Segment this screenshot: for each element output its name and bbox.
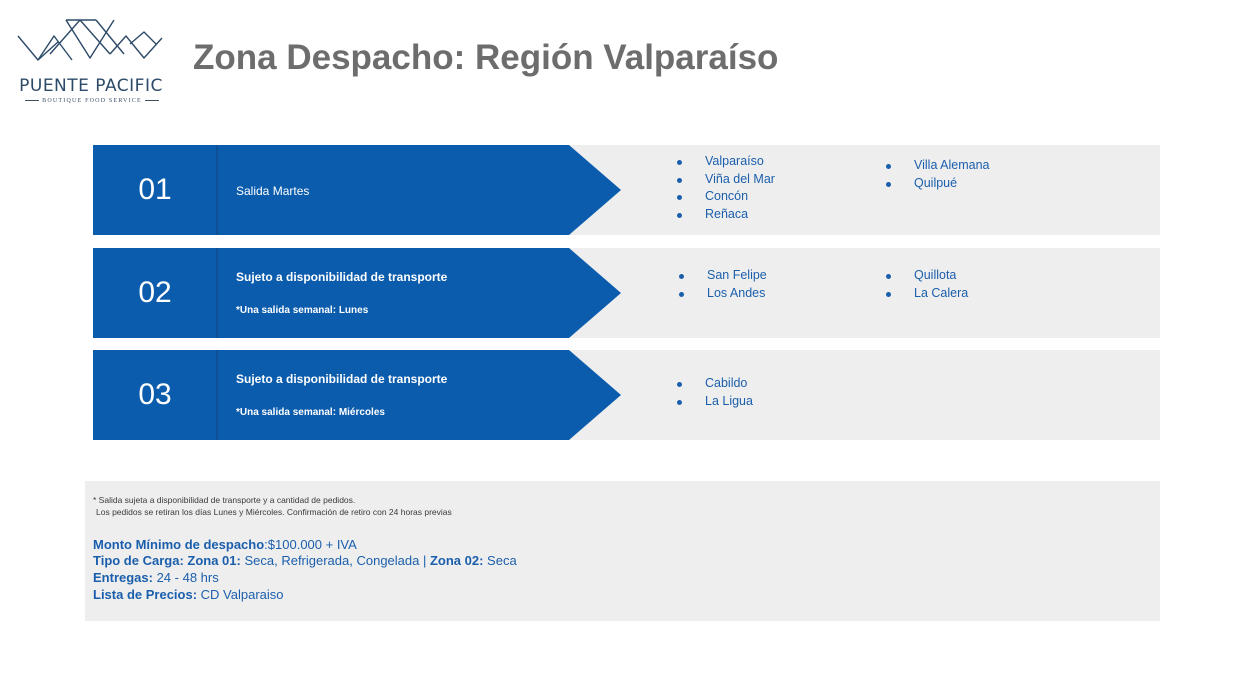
zone-locations-col2 <box>885 267 968 302</box>
zone-row-02 <box>93 248 1160 338</box>
price-list <box>93 587 284 602</box>
zone-number: 02 <box>138 276 172 309</box>
brand-logo <box>14 14 174 114</box>
zone-divider <box>216 248 218 338</box>
list-item: San Felipe <box>678 267 767 285</box>
list-item: Quilpué <box>885 175 990 193</box>
cargo-type <box>93 553 517 568</box>
brand-tagline: BOUTIQUE FOOD SERVICE <box>14 98 170 104</box>
zone01-label: Zona 01: <box>183 553 241 568</box>
dispatch-note: * Salida sujeta a disponibilidad de transporte y a cantidad de pedidos. <box>93 495 356 505</box>
minimum-order-value: :$100.000 + IVA <box>264 537 357 552</box>
zone-arrow-banner <box>93 145 623 235</box>
list-item: Los Andes <box>678 285 767 303</box>
delivery-value: 24 - 48 hrs <box>152 570 219 585</box>
zone-locations-col1 <box>676 375 753 410</box>
dispatch-info-panel <box>85 481 1160 621</box>
zone-locations-col2 <box>885 157 990 192</box>
zone-divider <box>216 145 218 235</box>
zone-availability: Sujeto a disponibilidad de transporte <box>236 372 448 386</box>
list-item: Concón <box>676 188 775 206</box>
list-item: Valparaíso <box>676 153 775 171</box>
minimum-order-label: Monto Mínimo de despacho <box>93 537 265 552</box>
zone-locations-col1 <box>678 267 767 302</box>
list-item: Reñaca <box>676 206 775 224</box>
delivery-time <box>93 570 219 585</box>
cargo-type-label: Tipo de Carga: <box>93 553 184 568</box>
pickup-note: Los pedidos se retiran los días Lunes y Miércoles. Confirmación de retiro con 24 horas previas <box>96 507 452 517</box>
price-list-label: Lista de Precios: <box>93 587 198 602</box>
zone-schedule: Salida Martes <box>236 184 310 198</box>
list-item: La Calera <box>885 285 968 303</box>
zone02-value: Seca <box>483 553 517 568</box>
list-item: Quillota <box>885 267 968 285</box>
minimum-order <box>93 537 357 552</box>
zone-row-03 <box>93 350 1160 440</box>
zone02-label: Zona 02: <box>429 553 484 568</box>
delivery-label: Entregas: <box>93 570 153 585</box>
zone01-value: Seca, Refrigerada, Congelada | <box>240 553 430 568</box>
zone-schedule: *Una salida semanal: Lunes <box>236 305 369 316</box>
zone-number: 01 <box>138 173 172 206</box>
mountain-waves-icon <box>14 14 166 76</box>
zone-divider <box>216 350 218 440</box>
list-item: Cabildo <box>676 375 753 393</box>
zone-arrow-banner <box>93 248 623 338</box>
zone-row-01 <box>93 145 1160 235</box>
list-item: Villa Alemana <box>885 157 990 175</box>
brand-name: PUENTE PACIFIC <box>19 76 163 96</box>
list-item: La Ligua <box>676 393 753 411</box>
zone-arrow-banner <box>93 350 623 440</box>
zone-number: 03 <box>138 378 172 411</box>
price-list-value: CD Valparaiso <box>197 587 284 602</box>
zone-schedule: *Una salida semanal: Miércoles <box>236 407 385 418</box>
list-item: Viña del Mar <box>676 171 775 189</box>
zone-availability: Sujeto a disponibilidad de transporte <box>236 270 448 284</box>
zone-locations-col1 <box>676 153 775 223</box>
page-title: Zona Despacho: Región Valparaíso <box>193 38 779 77</box>
